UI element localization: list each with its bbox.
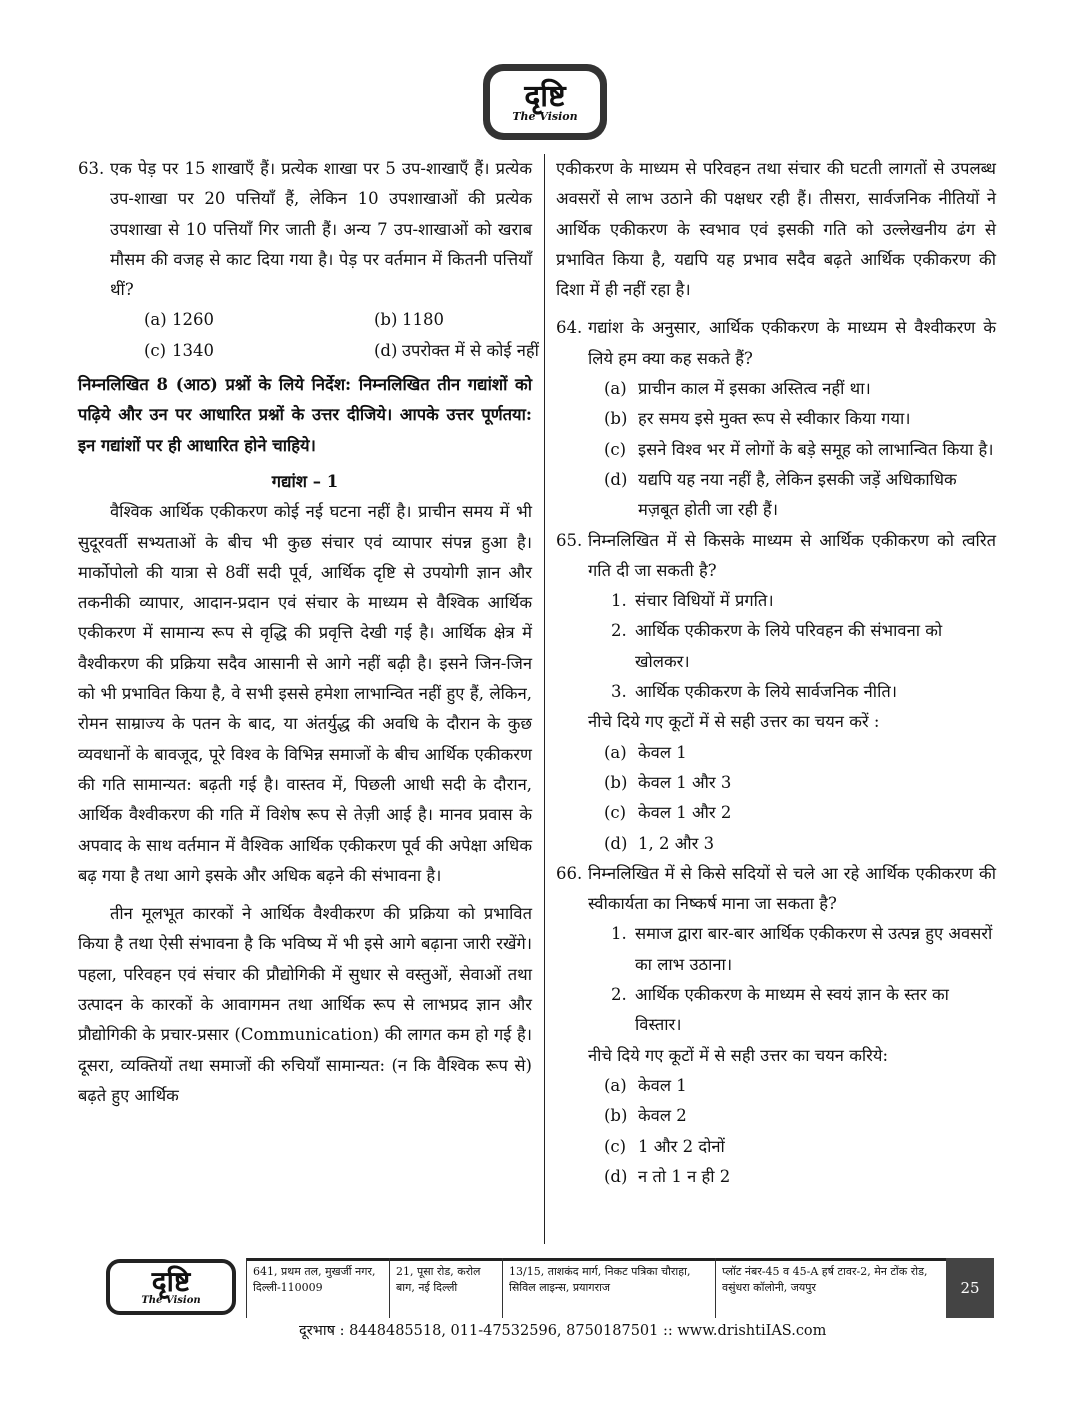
address-jaipur: प्लॉट नंबर-45 व 45-A हर्ष टावर-2, मेन टोंक रोड, वसुंधरा कॉलोनी, जयपुर (715, 1258, 942, 1318)
page-footer (96, 1258, 994, 1338)
option-c: (c) इसने विश्व भर में लोगों के बड़े समूह को लाभान्वित किया है। (604, 439, 994, 459)
question-64: 64. गद्यांश के अनुसार, आर्थिक एकीकरण के माध्यम से वैश्वीकरण के लिये हम क्या कह सकते हैं? (556, 318, 996, 368)
statement-3: 3. आर्थिक एकीकरण के लिये सार्वजनिक नीति। (611, 682, 898, 702)
page-number: 25 (946, 1258, 994, 1318)
option-a: (a) प्राचीन काल में इसका अस्तित्व नहीं था। (604, 379, 871, 399)
passage-paragraph-2-continued: एकीकरण के माध्यम से परिवहन तथा संचार की घटती लागतों से उपलब्ध अवसरों से लाभ उठाने की पक्षधर रही हैं। तीसरा, सार्वजनिक नीतियों ने आर्थिक एकीकरण के स्वभाव एवं इसकी गति को उल्लेखनीय ढंग से प्रभावित किया है, यद्यपि यह प्रभाव सदैव बढ़ते आर्थिक एकीकरण की दिशा में ही नहीं रहा है। (556, 159, 996, 300)
instructions: निम्नलिखित 8 (आठ) प्रश्नों के लिये निर्देश: निम्नलिखित तीन गद्यांशों को पढ़िये और उन पर आधारित प्रश्नों के उत्तर दीजिये। आपके उत्तर पूर्णतया: इन गद्यांशों पर ही आधारित होने चाहिये। (78, 375, 532, 455)
option-d: (d) उपरोक्त में से कोई नहीं (374, 340, 539, 360)
question-number: 63. (78, 159, 105, 178)
q63-options (78, 305, 539, 366)
question-text: एक पेड़ पर 15 शाखाएँ हैं। प्रत्येक शाखा पर 5 उप-शाखाएँ हैं। प्रत्येक उप-शाखा पर 20 पत्तियाँ हैं, लेकिन 10 उपशाखाओं की प्रत्येक उपशाखा से 10 पत्तियाँ गिर जाती हैं। अन्य 7 उप-शाखाओं को खराब मौसम की वजह से काट दिया गया है। पेड़ पर वर्तमान में कितनी पत्तियाँ थीं? (110, 159, 532, 300)
option-a: (a) 1260 (144, 310, 214, 330)
address-delhi-karolbagh: 21, पूसा रोड, करोल बाग, नई दिल्ली (389, 1258, 502, 1318)
statement-1: 1. समाज द्वारा बार-बार आर्थिक एकीकरण से उत्पन्न हुए अवसरों का लाभ उठाना। (611, 924, 993, 974)
question-63 (78, 154, 532, 305)
logo-text: दृष्टि (524, 78, 566, 114)
option-c: (c) 1 और 2 दोनों (604, 1136, 725, 1156)
passage-paragraph-2: तीन मूलभूत कारकों ने आर्थिक वैश्वीकरण की प्रक्रिया को प्रभावित किया है तथा ऐसी संभावना है कि भविष्य में भी इसे आगे बढ़ाना जारी रखेंगे। पहला, परिवहन एवं संचार की प्रौद्योगिकी में सुधार से वस्तुओं, सेवाओं तथा उत्पादन के कारकों के आवागमन तथा आर्थिक रूप से लाभप्रद ज्ञान और प्रौद्योगिकी के प्रचार-प्रसार (Communication) की लागत कम हो गई है। दूसरा, व्यक्तियों तथा समाजों की रुचियाँ सामान्यत: (न कि वैश्विक रूप से) बढ़ते हुए आर्थिक (78, 904, 532, 1105)
statement-2: 2. आर्थिक एकीकरण के लिये परिवहन की संभावना को खोलकर। (611, 621, 943, 671)
option-c: (c) केवल 1 और 2 (604, 803, 732, 823)
statement-2: 2. आर्थिक एकीकरण के माध्यम से स्वयं ज्ञान के स्तर का विस्तार। (611, 985, 949, 1035)
footer-addresses (246, 1258, 946, 1318)
question-66: 66. निम्नलिखित में से किसे सदियों से चले आ रहे आर्थिक एकीकरण की स्वीकार्यता का निष्कर्ष माना जा सकता है? (556, 863, 996, 914)
footer-logo-text: दृष्टि (151, 1264, 191, 1298)
code-note: नीचे दिये गए कूटों में से सही उत्तर का चयन करें : (588, 712, 880, 732)
option-a: (a) केवल 1 (604, 1075, 687, 1095)
passage-paragraph-1: वैश्विक आर्थिक एकीकरण कोई नई घटना नहीं है। प्राचीन समय में भी सुदूरवर्ती सभ्यताओं के बीच भी कुछ संचार एवं व्यापार संपन्न हुआ है। मार्कोपोलो की यात्रा से 8वीं सदी पूर्व, आर्थिक दृष्टि से उपयोगी ज्ञान और तकनीकी व्यापार, आदान-प्रदान एवं संचार के माध्यम से वैश्विक आर्थिक एकीकरण में सामान्य रूप से वृद्धि की प्रवृत्ति देखी गई है। आर्थिक क्षेत्र में वैश्वीकरण की प्रक्रिया सदैव आसानी से आगे नहीं बढ़ी है। इसने जिन-जिन को भी प्रभावित किया है, वे सभी इससे हमेशा लाभान्वित नहीं हुए हैं, लेकिन, रोमन साम्राज्य के पतन के बाद, या अंतर्युद्ध की अवधि के दौरान के कुछ व्यवधानों के बावजूद, पूरे विश्व के विभिन्न समाजों के बीच आर्थिक एकीकरण की गति सामान्यत: बढ़ती गई है। वास्तव में, पिछली आधी सदी के दौरान, आर्थिक वैश्वीकरण की गति में विशेष रूप से तेज़ी आई है। मानव प्रवास के अपवाद के साथ वर्तमान में वैश्विक आर्थिक एकीकरण पूर्व की अपेक्षा अधिक बढ़ गया है तथा आगे इसके और अधिक बढ़ने की संभावना है। (78, 502, 532, 885)
option-d: (d) न तो 1 न ही 2 (604, 1166, 731, 1186)
question-65: 65. निम्नलिखित में से किसके माध्यम से आर्थिक एकीकरण को त्वरित गति दी जा सकती है? (556, 530, 996, 580)
option-d: (d) यद्यपि यह नया नहीं है, लेकिन इसकी जड़ें अधिकाधिक मज़बूत होती जा रही हैं। (604, 469, 957, 520)
contact-line: दूरभाष : 8448485518, 011-47532596, 8750187501 :: www.drishtiIAS.com (299, 1323, 827, 1339)
address-delhi-mukherjee: 641, प्रथम तल, मुखर्जी नगर, दिल्ली-110009 (246, 1258, 389, 1318)
logo-subtext: The Vision (512, 109, 578, 123)
footer-logo (96, 1258, 246, 1316)
option-c: (c) 1340 (144, 340, 214, 360)
statement-1: 1. संचार विधियों में प्रगति। (611, 591, 774, 611)
right-column (556, 154, 996, 1192)
footer-logo-subtext: The Vision (141, 1294, 201, 1306)
option-b: (b) हर समय इसे मुक्त रूप से स्वीकार किया गया। (604, 409, 911, 429)
address-prayagraj: 13/15, ताशकंद मार्ग, निकट पत्रिका चौराहा, सिविल लाइन्स, प्रयागराज (502, 1258, 715, 1318)
option-d: (d) 1, 2 और 3 (604, 833, 715, 853)
option-b: (b) केवल 2 (604, 1106, 687, 1126)
option-b: (b) केवल 1 और 3 (604, 772, 732, 792)
code-note: नीचे दिये गए कूटों में से सही उत्तर का चयन करिये: (588, 1045, 889, 1065)
passage-heading: गद्यांश – 1 (271, 471, 339, 491)
option-a: (a) केवल 1 (604, 742, 687, 762)
drishti-logo (483, 64, 607, 140)
left-column (78, 154, 539, 1111)
option-b: (b) 1180 (374, 310, 444, 330)
